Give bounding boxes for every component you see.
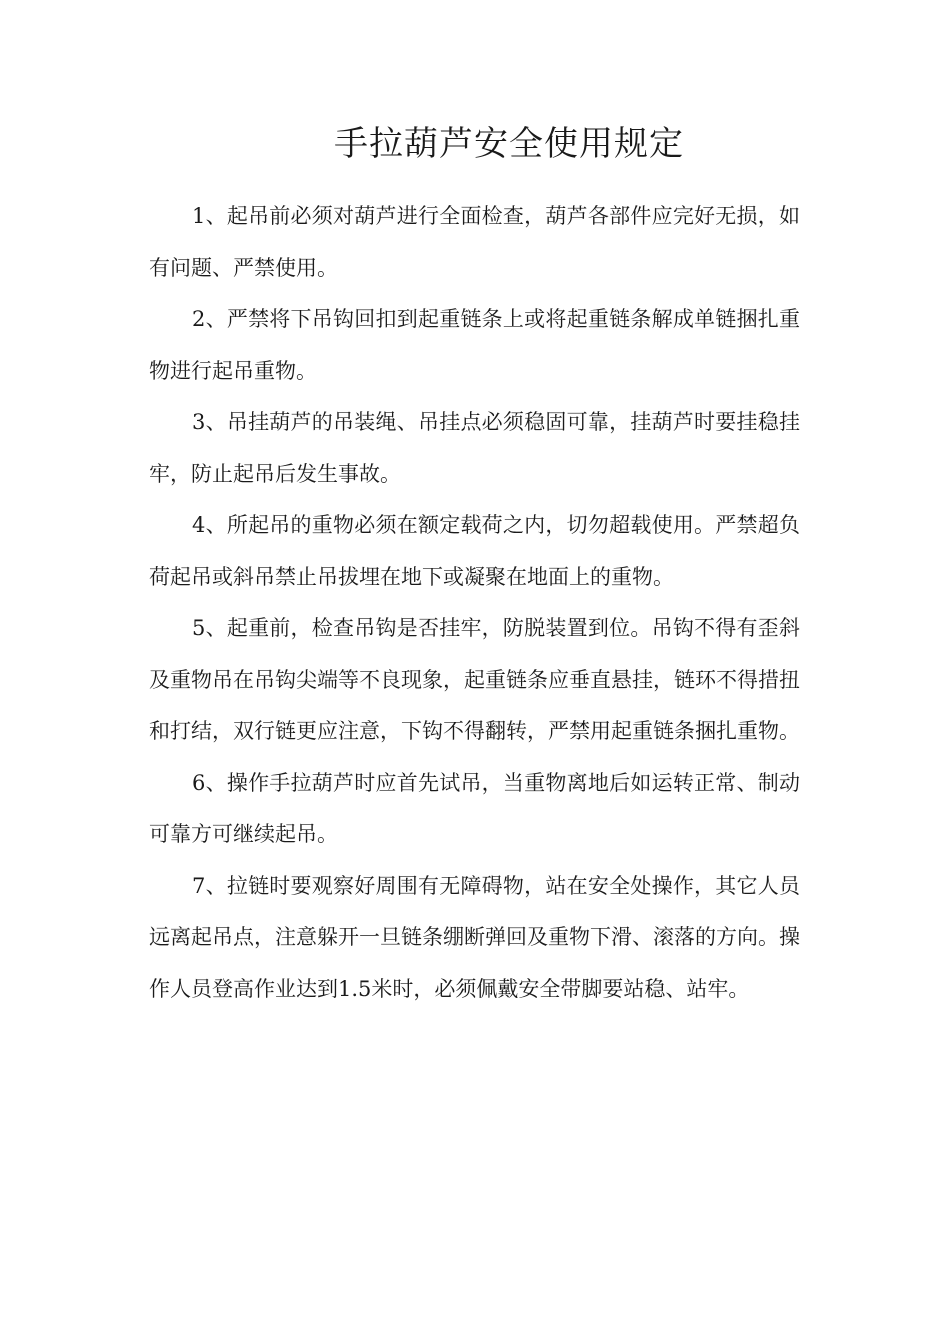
rule-paragraph-5: 5、起重前，检查吊钩是否挂牢，防脱装置到位。吊钩不得有歪斜及重物吊在吊钩尖端等不良现象，起重链条应垂直悬挂，链环不得措扭和打结，双行链更应注意，下钩不得翻转，严禁用起重链条捆扎重物。 <box>149 616 800 743</box>
rule-paragraph-2: 2、严禁将下吊钩回扣到起重链条上或将起重链条解成单链捆扎重物进行起吊重物。 <box>149 307 800 383</box>
document-body <box>149 191 800 1015</box>
rule-paragraph-4: 4、所起吊的重物必须在额定载荷之内，切勿超载使用。严禁超负荷起吊或斜吊禁止吊拔埋在地下或凝聚在地面上的重物。 <box>149 513 800 589</box>
rule-paragraph-1: 1、起吊前必须对葫芦进行全面检查，葫芦各部件应完好无损，如有问题、严禁使用。 <box>149 204 800 280</box>
page-title: 手拉葫芦安全使用规定 <box>334 124 684 164</box>
rule-paragraph-7: 7、拉链时要观察好周围有无障碍物，站在安全处操作，其它人员远离起吊点，注意躲开一旦链条绷断弹回及重物下滑、滚落的方向。操作人员登高作业达到1.5米时，必须佩戴安全带脚要站稳、站牢。 <box>149 873 800 1001</box>
rule-paragraph-6: 6、操作手拉葫芦时应首先试吊，当重物离地后如运转正常、制动可靠方可继续起吊。 <box>149 770 800 846</box>
rule-paragraph-3: 3、吊挂葫芦的吊装绳、吊挂点必须稳固可靠，挂葫芦时要挂稳挂牢，防止起吊后发生事故。 <box>149 410 800 486</box>
